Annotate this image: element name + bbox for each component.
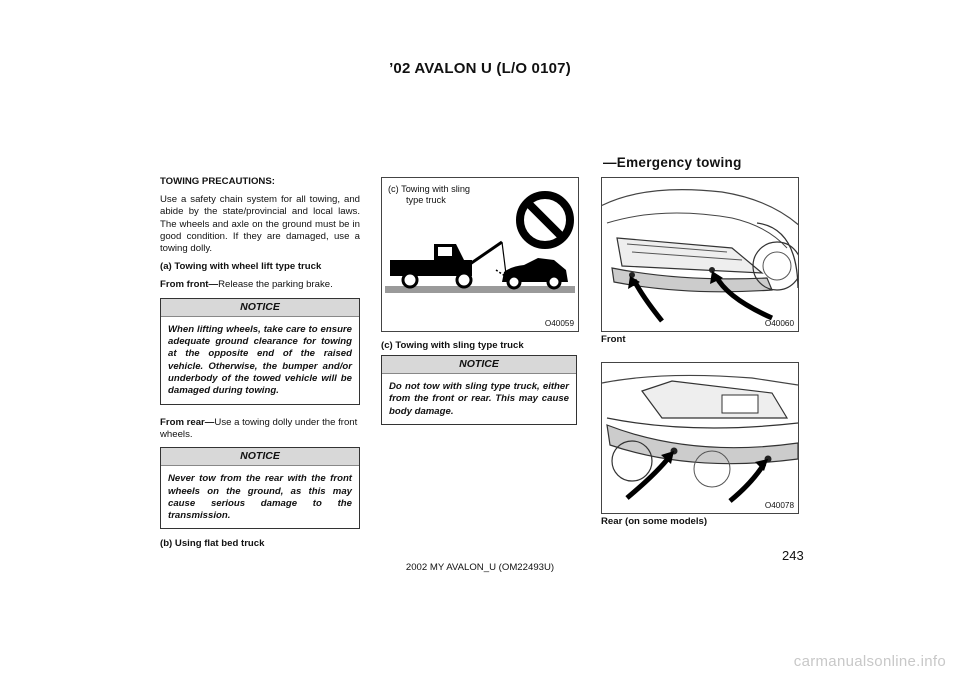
- notice-box-rear-tow: [160, 447, 360, 529]
- towing-precautions-heading: TOWING PRECAUTIONS:: [160, 176, 275, 187]
- from-front-text: Release the parking brake.: [218, 279, 333, 291]
- sling-truck-figure: [381, 177, 579, 332]
- towed-car-drawing: [502, 258, 568, 288]
- notice-title: NOTICE: [382, 356, 576, 374]
- rear-bumper-illustration: [602, 363, 798, 513]
- front-bumper-illustration: [602, 178, 798, 331]
- section-title: —Emergency towing: [603, 155, 742, 170]
- figure-code: O40059: [544, 319, 574, 328]
- figure-code: O40060: [764, 319, 794, 328]
- towing-intro-paragraph: Use a safety chain system for all towing, and abide by the state/provincial and local laws. The wheels and axle on the ground must be in good condition. If they are damaged, use a towing dolly.: [160, 194, 360, 255]
- sling-truck-illustration: [382, 178, 578, 331]
- subheading-flat-bed: (b) Using flat bed truck: [160, 538, 265, 550]
- figure-caption-front: Front: [601, 334, 626, 345]
- notice-text: When lifting wheels, take care to ensure adequate ground clearance for towing at the opposite end of the raised vehicle. Otherwise, the bumper and/or underbody of the towed vehicle will be damaged during towing.: [168, 323, 352, 397]
- from-rear-label: From rear—: [160, 416, 215, 428]
- notice-box-sling: [381, 355, 577, 433]
- from-front-label: From front—: [160, 279, 219, 291]
- from-rear-text: Use a towing dolly under the front wheels.: [160, 416, 358, 440]
- watermark: carmanualsonline.info: [793, 653, 946, 670]
- subheading-wheel-lift: (a) Towing with wheel lift type truck: [160, 261, 322, 273]
- figure-code: O40078: [764, 501, 794, 510]
- prohibition-icon: [520, 195, 570, 245]
- notice-box-lifting: [160, 298, 360, 405]
- notice-title: NOTICE: [161, 448, 359, 466]
- notice-box: [381, 355, 577, 425]
- rear-towing-eyelet-figure: [601, 362, 799, 514]
- figure-label-line1: (c) Towing with sling: [388, 184, 471, 194]
- figure-label-line2: type truck: [406, 195, 446, 205]
- from-rear-paragraph: [160, 417, 360, 441]
- notice-title: NOTICE: [161, 299, 359, 317]
- column-1: [160, 176, 360, 557]
- notice-text: Do not tow with sling type truck, either from the front or rear. This may cause body damage.: [389, 381, 569, 417]
- running-header: ’02 AVALON U (L/O 0107): [389, 60, 571, 77]
- tow-truck-drawing: [390, 242, 508, 287]
- document-id-footer: 2002 MY AVALON_U (OM22493U): [405, 562, 555, 573]
- page-number: 243: [782, 548, 804, 563]
- from-front-paragraph: [160, 279, 360, 291]
- figure-caption-rear: Rear (on some models): [601, 516, 708, 527]
- figure-caption-sling: (c) Towing with sling type truck: [381, 340, 524, 351]
- front-towing-eyelet-figure: [601, 177, 799, 332]
- notice-text: Never tow from the rear with the front wheels on the ground, as this may cause serious damage to the transmission.: [168, 473, 352, 522]
